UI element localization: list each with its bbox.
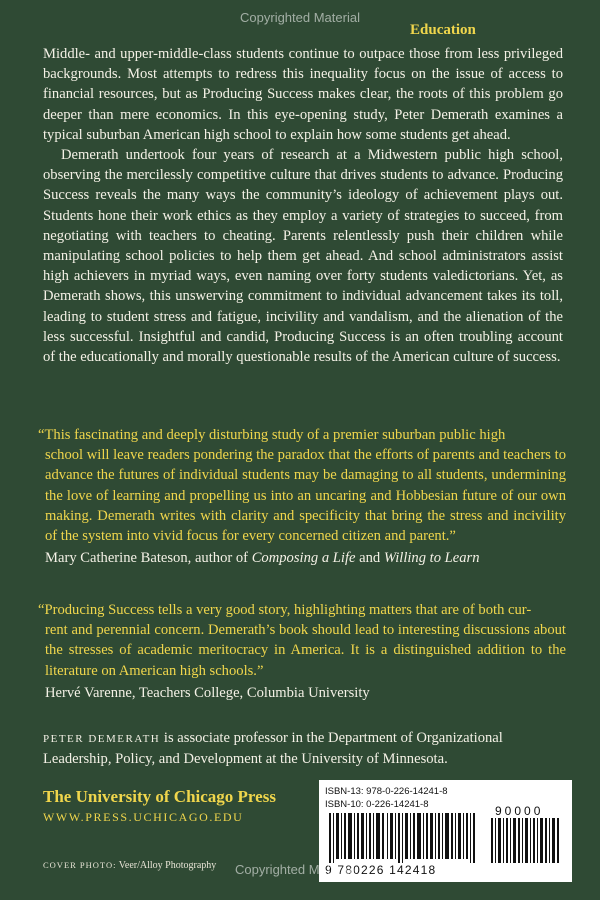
quote-text-rest: rent and perennial concern. Demerath’s book should lead to interesting discussions about the stresses of academic meritocracy in America. It is a distinguished addition to the literature on American high schools.” [45, 622, 566, 679]
barcode-addon-bars [491, 818, 561, 863]
quote-attribution: Hervé Varenne, Teachers College, Columbia University [45, 684, 370, 701]
isbn-text [325, 785, 448, 811]
cover-photo-credit-text: Veer/Alloy Photography [116, 860, 217, 871]
cover-photo-credit [43, 860, 216, 871]
quote-text-first-line: “This fascinating and deeply disturbing study of a premier suburban public high [38, 427, 506, 443]
quote-attribution [38, 548, 566, 568]
quote-text-rest: school will leave readers pondering the paradox that the efforts of parents and teachers to advance the futures of individual students may be damaging to all students, undermining the love of learning and propelling us into an uncaring and Hobbesian future of our own making. Demerath writes with clarity and specificity that bring the stress and incivility of the system into vivid focus for every concerned citizen and parent.” [45, 447, 566, 545]
quote-text [38, 425, 566, 546]
attrib-name: Mary Catherine Bateson, author of [45, 550, 252, 567]
attrib-and: and [355, 550, 384, 567]
barcode-bars [329, 813, 479, 863]
book-blurb [43, 44, 563, 367]
category-label: Education [410, 22, 476, 38]
author-bio-text: is associate professor in the Department of Organizational Leadership, Policy, and Development at the University of Minnesota. [43, 730, 503, 768]
quote-text [38, 600, 566, 681]
blurb-paragraph-1: Middle- and upper-middle-class students continue to outpace those from less privileged backgrounds. Most attempts to redress this inequality focus on the issue of access to financial resources, but as Producing Success makes clear, the roots of this problem go deeper than mere economics. In this eye-opening study, Peter Demerath examines a typical suburban American high school to explain how some students get ahead. [43, 46, 563, 143]
barcode-addon-number: 90000 [495, 804, 544, 818]
attrib-book-1: Composing a Life [251, 550, 356, 567]
cover-photo-label: COVER PHOTO: [43, 860, 117, 870]
endorsement-quote-1 [38, 425, 566, 568]
publisher-url: WWW.PRESS.UCHICAGO.EDU [43, 810, 244, 824]
watermark-top: Copyrighted Material [240, 10, 360, 25]
publisher-name: The University of Chicago Press [43, 787, 276, 806]
isbn-13: ISBN-13: 978-0-226-14241-8 [325, 786, 448, 797]
author-name: PETER DEMERATH [43, 733, 161, 745]
quote-text-first-line: “Producing Success tells a very good story, highlighting matters that are of both cur- [38, 602, 532, 618]
endorsement-quote-2 [38, 600, 566, 703]
watermark-bottom: Copyrighted Material [235, 862, 355, 877]
author-bio [43, 728, 563, 769]
attrib-book-2: Willing to Learn [383, 550, 480, 567]
isbn-10: ISBN-10: 0-226-14241-8 [325, 799, 429, 810]
barcode-number: 9 780226 142418 [325, 863, 437, 877]
isbn-barcode [319, 780, 572, 882]
blurb-paragraph-2: Demerath undertook four years of research at a Midwestern public high school, observing the mercilessly competitive culture that drives students to advance. Producing Success reveals the many ways the community’s ideology of achievement plays out. Students hone their work ethics as they employ a variety of strategies to succeed, from negotiating with teachers to cheating. Parents relentlessly push their children while manipulating school policies to help them get ahead. And school administrators assist high achievers in myriad ways, even naming over forty students valedictorians. Yet, as Demerath shows, this unswerving commitment to individual advancement takes its toll, leading to student stress and fatigue, incivility and vandalism, and the alienation of the less successful. Insightful and candid, Producing Success is an often troubling account of the educationally and morally questionable results of the American culture of success. [43, 147, 563, 366]
